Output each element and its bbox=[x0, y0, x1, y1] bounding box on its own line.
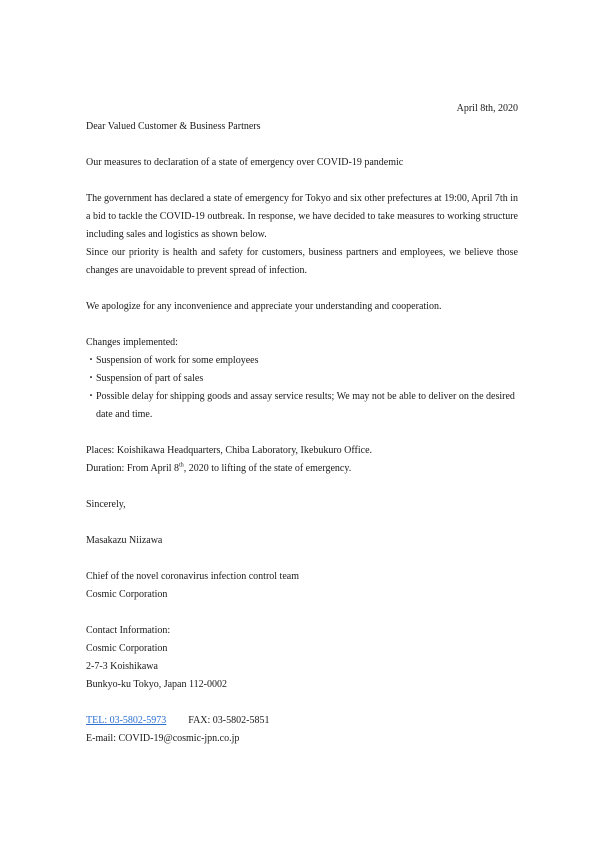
spacer bbox=[86, 550, 518, 568]
changes-heading: Changes implemented: bbox=[86, 337, 178, 348]
duration-superscript: th bbox=[179, 462, 184, 469]
duration-prefix: Duration: From April 8 bbox=[86, 463, 180, 474]
contact-address-line-2: Bunkyo-ku Tokyo, Japan 112-0002 bbox=[86, 679, 227, 690]
bullet-icon: ・ bbox=[86, 391, 96, 402]
list-item-text: Suspension of work for some employees bbox=[96, 355, 259, 366]
spacer bbox=[86, 172, 518, 190]
salutation: Dear Valued Customer & Business Partners bbox=[86, 121, 261, 132]
spacer bbox=[86, 694, 518, 712]
contact-company: Cosmic Corporation bbox=[86, 643, 168, 654]
spacer bbox=[86, 316, 518, 334]
places-line: Places: Koishikawa Headquarters, Chiba Laboratory, Ikebukuro Office. bbox=[86, 445, 373, 456]
email-line: E-mail: COVID-19@cosmic-jpn.co.jp bbox=[86, 733, 240, 744]
apology-paragraph: We apologize for any inconvenience and appreciate your understanding and cooperation. bbox=[86, 301, 442, 312]
list-item-text: Suspension of part of sales bbox=[96, 373, 204, 384]
signer-name: Masakazu Niizawa bbox=[86, 535, 163, 546]
tel-link[interactable]: TEL: 03-5802-5973 bbox=[86, 715, 167, 726]
bullet-icon: ・ bbox=[86, 355, 96, 366]
spacer bbox=[86, 478, 518, 496]
body-paragraph-2: Since our priority is health and safety for customers, business partners and employees, we believe those changes are unavoidable to prevent spread of infection. bbox=[86, 247, 518, 276]
closing: Sincerely, bbox=[86, 499, 126, 510]
signer-title: Chief of the novel coronavirus infection control team bbox=[86, 571, 299, 582]
list-item-text: Possible delay for shipping goods and assay service results; We may not be able to deliver on the desired date and time. bbox=[96, 391, 515, 420]
spacer bbox=[86, 424, 518, 442]
subject-line: Our measures to declaration of a state of emergency over COVID-19 pandemic bbox=[86, 157, 404, 168]
contact-heading: Contact Information: bbox=[86, 625, 171, 636]
signer-company: Cosmic Corporation bbox=[86, 589, 168, 600]
changes-list bbox=[86, 352, 518, 424]
bullet-icon: ・ bbox=[86, 373, 96, 384]
list-item bbox=[86, 352, 518, 370]
spacer bbox=[86, 604, 518, 622]
list-item bbox=[86, 388, 518, 424]
list-item bbox=[86, 370, 518, 388]
spacer bbox=[86, 136, 518, 154]
body-paragraph-1: The government has declared a state of emergency for Tokyo and six other prefectures at 19:00, April 7th in a bid to tackle the COVID-19 outbreak. In response, we have decided to take measures to working structure including sales and logistics as shown below. bbox=[86, 193, 518, 240]
phone-fax-line bbox=[86, 712, 518, 730]
duration-suffix: , 2020 to lifting of the state of emergency. bbox=[183, 463, 352, 474]
spacer bbox=[86, 280, 518, 298]
fax-number: FAX: 03-5802-5851 bbox=[188, 715, 270, 726]
duration-line bbox=[86, 460, 518, 478]
contact-address-line-1: 2-7-3 Koishikawa bbox=[86, 661, 158, 672]
letter-date: April 8th, 2020 bbox=[456, 103, 518, 114]
spacer bbox=[86, 514, 518, 532]
